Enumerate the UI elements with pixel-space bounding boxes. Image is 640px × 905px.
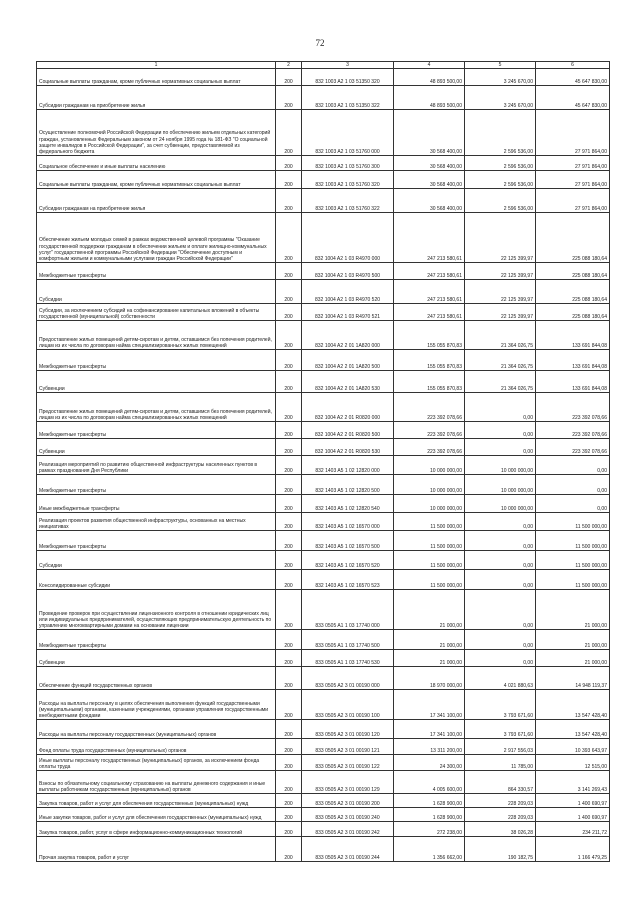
approved-amount: 155 055 870,83: [394, 350, 465, 371]
budget-execution-table: [36, 61, 610, 862]
approved-amount: 223 392 078,66: [394, 439, 465, 456]
executed-amount: 11 785,00: [465, 755, 536, 771]
table-row: [37, 371, 610, 393]
table-row: [37, 690, 610, 720]
approved-amount: 11 500 000,00: [394, 551, 465, 570]
budget-classification-code: 832 1403 A5 1 02 12820 540: [302, 495, 394, 513]
line-code: 200: [276, 393, 302, 422]
executed-amount: 22 125 399,97: [465, 263, 536, 280]
line-code: 200: [276, 422, 302, 439]
unexecuted-amount: 11 500 000,00: [536, 513, 610, 531]
unexecuted-amount: 45 647 830,00: [536, 69, 610, 86]
budget-classification-code: 832 1403 A5 1 02 16570 500: [302, 531, 394, 551]
executed-amount: 190 182,75: [465, 837, 536, 862]
row-name: Межбюджетные трансферты: [37, 350, 276, 371]
budget-classification-code: 832 1003 A2 1 03 51760 322: [302, 189, 394, 213]
budget-classification-code: 832 1004 A2 2 01 R0820 530: [302, 439, 394, 456]
table-row: [37, 667, 610, 690]
executed-amount: 3 793 671,60: [465, 690, 536, 720]
unexecuted-amount: 27 971 864,00: [536, 156, 610, 171]
approved-amount: 247 213 580,61: [394, 213, 465, 263]
budget-classification-code: 832 1004 A2 2 01 R0820 000: [302, 393, 394, 422]
unexecuted-amount: 10 393 643,97: [536, 739, 610, 755]
row-name: Консолидированные субсидии: [37, 570, 276, 590]
row-name: Субсидии: [37, 551, 276, 570]
row-name: Межбюджетные трансферты: [37, 263, 276, 280]
table-row: [37, 422, 610, 439]
approved-amount: 10 000 000,00: [394, 475, 465, 495]
approved-amount: 21 000,00: [394, 650, 465, 667]
approved-amount: 17 341 100,00: [394, 720, 465, 739]
budget-classification-code: 832 1004 A2 1 03 R4970 000: [302, 213, 394, 263]
unexecuted-amount: 0,00: [536, 475, 610, 495]
table-row: [37, 280, 610, 304]
executed-amount: 38 026,28: [465, 822, 536, 837]
row-name: Предоставление жилых помещений детям-сиротам и детям, оставшимся без попечения родителей, лицам из их числа по договорам найма специализированных жилых помещений: [37, 321, 276, 350]
executed-amount: 3 793 671,60: [465, 720, 536, 739]
approved-amount: 272 238,00: [394, 822, 465, 837]
approved-amount: 48 893 500,00: [394, 69, 465, 86]
line-code: 200: [276, 475, 302, 495]
unexecuted-amount: 13 547 428,40: [536, 690, 610, 720]
line-code: 200: [276, 630, 302, 650]
row-name: Реализация проектов развития общественной инфраструктуры, основанных на местных инициативах: [37, 513, 276, 531]
unexecuted-amount: 225 088 180,64: [536, 280, 610, 304]
line-code: 200: [276, 551, 302, 570]
line-code: 200: [276, 69, 302, 86]
line-code: 200: [276, 739, 302, 755]
unexecuted-amount: 21 000,00: [536, 630, 610, 650]
row-name: Взносы по обязательному социальному страхованию на выплаты денежного содержания и иные выплаты работникам государственных (муниципальных) органов: [37, 771, 276, 794]
line-code: 200: [276, 667, 302, 690]
unexecuted-amount: 14 948 119,37: [536, 667, 610, 690]
table-row: [37, 475, 610, 495]
executed-amount: 21 364 026,75: [465, 321, 536, 350]
row-name: Расходы на выплаты персоналу государственных (муниципальных) органов: [37, 720, 276, 739]
table-row: [37, 822, 610, 837]
row-name: Социальные выплаты гражданам, кроме публичных нормативных социальных выплат: [37, 69, 276, 86]
executed-amount: 2 596 536,00: [465, 189, 536, 213]
executed-amount: 0,00: [465, 513, 536, 531]
table-row: [37, 739, 610, 755]
executed-amount: 0,00: [465, 650, 536, 667]
approved-amount: 30 568 400,00: [394, 110, 465, 156]
budget-classification-code: 832 1403 A5 1 02 16570 520: [302, 551, 394, 570]
executed-amount: 0,00: [465, 422, 536, 439]
unexecuted-amount: 133 691 844,08: [536, 371, 610, 393]
budget-classification-code: 833 0505 A2 3 01 00190 240: [302, 808, 394, 822]
unexecuted-amount: 27 971 864,00: [536, 189, 610, 213]
unexecuted-amount: 11 500 000,00: [536, 531, 610, 551]
unexecuted-amount: 223 392 078,66: [536, 439, 610, 456]
executed-amount: 2 917 556,03: [465, 739, 536, 755]
line-code: 200: [276, 456, 302, 475]
unexecuted-amount: 13 547 428,40: [536, 720, 610, 739]
row-name: Фонд оплаты труда государственных (муниципальных) органов: [37, 739, 276, 755]
unexecuted-amount: 1 400 690,97: [536, 808, 610, 822]
table-row: [37, 570, 610, 590]
line-code: 200: [276, 110, 302, 156]
approved-amount: 155 055 870,83: [394, 371, 465, 393]
budget-classification-code: 832 1403 A5 1 02 16570 523: [302, 570, 394, 590]
unexecuted-amount: 27 971 864,00: [536, 171, 610, 189]
line-code: 200: [276, 371, 302, 393]
column-header: 6: [536, 62, 610, 69]
unexecuted-amount: 21 000,00: [536, 650, 610, 667]
budget-classification-code: 833 0505 A2 3 01 00190 120: [302, 720, 394, 739]
approved-amount: 24 300,00: [394, 755, 465, 771]
table-row: [37, 531, 610, 551]
budget-classification-code: 832 1003 A2 1 03 51350 322: [302, 86, 394, 110]
table-row: [37, 720, 610, 739]
approved-amount: 1 628 900,00: [394, 808, 465, 822]
line-code: 200: [276, 439, 302, 456]
row-name: Межбюджетные трансферты: [37, 630, 276, 650]
approved-amount: 247 213 580,61: [394, 263, 465, 280]
budget-classification-code: 833 0505 A1 1 03 17740 530: [302, 650, 394, 667]
approved-amount: 21 000,00: [394, 590, 465, 630]
executed-amount: 4 021 880,63: [465, 667, 536, 690]
approved-amount: 155 055 870,83: [394, 321, 465, 350]
executed-amount: 10 000 000,00: [465, 475, 536, 495]
row-name: Закупка товаров, работ, услуг в сфере информационно-коммуникационных технологий: [37, 822, 276, 837]
line-code: 200: [276, 808, 302, 822]
table-row: [37, 263, 610, 280]
executed-amount: 0,00: [465, 590, 536, 630]
column-header: 4: [394, 62, 465, 69]
unexecuted-amount: 3 141 269,43: [536, 771, 610, 794]
budget-classification-code: 833 0505 A2 3 01 00190 242: [302, 822, 394, 837]
row-name: Субвенции: [37, 650, 276, 667]
executed-amount: 0,00: [465, 570, 536, 590]
executed-amount: 864 330,57: [465, 771, 536, 794]
executed-amount: 21 364 026,75: [465, 371, 536, 393]
budget-classification-code: 833 0505 A2 3 01 00190 121: [302, 739, 394, 755]
unexecuted-amount: 133 691 844,08: [536, 350, 610, 371]
row-name: Прочая закупка товаров, работ и услуг: [37, 837, 276, 862]
executed-amount: 0,00: [465, 630, 536, 650]
table-row: [37, 439, 610, 456]
unexecuted-amount: 45 647 830,00: [536, 86, 610, 110]
table-row: [37, 86, 610, 110]
budget-classification-code: 832 1403 A5 1 02 12820 500: [302, 475, 394, 495]
row-name: Межбюджетные трансферты: [37, 422, 276, 439]
column-header: 1: [37, 62, 276, 69]
budget-classification-code: 832 1003 A2 1 03 51760 320: [302, 171, 394, 189]
approved-amount: 11 500 000,00: [394, 531, 465, 551]
executed-amount: 228 209,03: [465, 808, 536, 822]
budget-classification-code: 832 1403 A5 1 02 12820 000: [302, 456, 394, 475]
approved-amount: 30 568 400,00: [394, 171, 465, 189]
line-code: 200: [276, 86, 302, 110]
budget-classification-code: 833 0505 A2 3 01 00190 129: [302, 771, 394, 794]
approved-amount: 247 213 580,61: [394, 280, 465, 304]
executed-amount: 0,00: [465, 551, 536, 570]
approved-amount: 1 628 900,00: [394, 794, 465, 808]
row-name: Иные закупки товаров, работ и услуг для обеспечения государственных (муниципальных) нужд: [37, 808, 276, 822]
budget-classification-code: 832 1003 A2 1 03 51760 300: [302, 156, 394, 171]
executed-amount: 22 125 399,97: [465, 213, 536, 263]
table-row: [37, 650, 610, 667]
unexecuted-amount: 12 515,00: [536, 755, 610, 771]
line-code: 200: [276, 263, 302, 280]
budget-classification-code: 833 0505 A2 3 01 00190 122: [302, 755, 394, 771]
line-code: 200: [276, 213, 302, 263]
table-row: [37, 69, 610, 86]
budget-classification-code: 832 1403 A5 1 02 16570 000: [302, 513, 394, 531]
row-name: Субвенции: [37, 371, 276, 393]
approved-amount: 10 000 000,00: [394, 495, 465, 513]
approved-amount: 17 341 100,00: [394, 690, 465, 720]
row-name: Субсидии гражданам на приобретение жилья: [37, 189, 276, 213]
unexecuted-amount: 27 971 864,00: [536, 110, 610, 156]
executed-amount: 10 000 000,00: [465, 456, 536, 475]
row-name: Субвенции: [37, 439, 276, 456]
line-code: 200: [276, 822, 302, 837]
budget-classification-code: 832 1003 A2 1 03 51350 320: [302, 69, 394, 86]
row-name: Обеспечение жильем молодых семей в рамках ведомственной целевой программы "Оказание государственной поддержки гражданам в обеспечении жильем и оплате жилищно-коммунальных услуг" государственной программы Российской Федерации "Обеспечение доступным и комфортным жильем и коммунальными услугами граждан Российской Федерации": [37, 213, 276, 263]
executed-amount: 3 245 670,00: [465, 86, 536, 110]
line-code: 200: [276, 690, 302, 720]
line-code: 200: [276, 720, 302, 739]
table-row: [37, 513, 610, 531]
unexecuted-amount: 225 088 180,64: [536, 213, 610, 263]
approved-amount: 18 970 000,00: [394, 667, 465, 690]
table-row: [37, 755, 610, 771]
row-name: Иные выплаты персоналу государственных (муниципальных) органов, за исключением фонда оплаты труда: [37, 755, 276, 771]
approved-amount: 10 000 000,00: [394, 456, 465, 475]
executed-amount: 228 209,03: [465, 794, 536, 808]
unexecuted-amount: 1 400 690,97: [536, 794, 610, 808]
table-row: [37, 495, 610, 513]
line-code: 200: [276, 590, 302, 630]
executed-amount: 0,00: [465, 439, 536, 456]
approved-amount: 11 500 000,00: [394, 513, 465, 531]
table-row: [37, 304, 610, 321]
budget-classification-code: 833 0505 A2 3 01 00190 244: [302, 837, 394, 862]
line-code: 200: [276, 771, 302, 794]
executed-amount: 21 364 026,75: [465, 350, 536, 371]
row-name: Расходы на выплаты персоналу в целях обеспечения выполнения функций государственными (муниципальными) органами, казенными учреждениями, органами управления государственными внебюджетными фондами: [37, 690, 276, 720]
table-row: [37, 808, 610, 822]
row-name: Межбюджетные трансферты: [37, 475, 276, 495]
line-code: 200: [276, 794, 302, 808]
column-header: 3: [302, 62, 394, 69]
executed-amount: 22 125 399,97: [465, 304, 536, 321]
unexecuted-amount: 1 166 479,25: [536, 837, 610, 862]
table-row: [37, 171, 610, 189]
table-row: [37, 551, 610, 570]
column-header: 5: [465, 62, 536, 69]
table-row: [37, 213, 610, 263]
table-row: [37, 110, 610, 156]
executed-amount: 10 000 000,00: [465, 495, 536, 513]
approved-amount: 21 000,00: [394, 630, 465, 650]
approved-amount: 30 568 400,00: [394, 189, 465, 213]
row-name: Реализация мероприятий по развитию общественной инфраструктуры населенных пунктов в рамках празднования Дня Республики: [37, 456, 276, 475]
row-name: Социальные выплаты гражданам, кроме публичных нормативных социальных выплат: [37, 171, 276, 189]
row-name: Осуществление полномочий Российской Федерации по обеспечению жильем отдельных категорий граждан, установленных Федеральным законом от 24 ноября 1995 года № 181-ФЗ "О социальной защите инвалидов в Российской Федерации", за счет субвенции, предоставляемой из федерального бюджета: [37, 110, 276, 156]
executed-amount: 22 125 399,97: [465, 280, 536, 304]
table-row: [37, 350, 610, 371]
budget-classification-code: 832 1004 A2 2 01 1A820 500: [302, 350, 394, 371]
row-name: Субсидии гражданам на приобретение жилья: [37, 86, 276, 110]
unexecuted-amount: 225 088 180,64: [536, 263, 610, 280]
unexecuted-amount: 0,00: [536, 495, 610, 513]
row-name: Проведение проверок при осуществлении лицензионного контроля в отношении юридических лиц или индивидуальных предпринимателей, осуществляющих предпринимательскую деятельность по управлению многоквартирными домами на основании лицензии: [37, 590, 276, 630]
budget-classification-code: 832 1004 A2 1 03 R4970 500: [302, 263, 394, 280]
row-name: Закупка товаров, работ и услуг для обеспечения государственных (муниципальных) нужд: [37, 794, 276, 808]
executed-amount: 2 596 536,00: [465, 110, 536, 156]
budget-classification-code: 832 1004 A2 1 03 R4970 521: [302, 304, 394, 321]
executed-amount: 2 596 536,00: [465, 171, 536, 189]
table-row: [37, 630, 610, 650]
table-row: [37, 771, 610, 794]
unexecuted-amount: 0,00: [536, 456, 610, 475]
table-row: [37, 393, 610, 422]
row-name: Предоставление жилых помещений детям-сиротам и детям, оставшимся без попечения родителей, лицам из их числа по договорам найма специализированных жилых помещений: [37, 393, 276, 422]
approved-amount: 48 893 500,00: [394, 86, 465, 110]
table-row: [37, 156, 610, 171]
line-code: 200: [276, 837, 302, 862]
approved-amount: 247 213 580,61: [394, 304, 465, 321]
approved-amount: 223 392 078,66: [394, 393, 465, 422]
approved-amount: 13 311 200,00: [394, 739, 465, 755]
unexecuted-amount: 11 500 000,00: [536, 570, 610, 590]
line-code: 200: [276, 513, 302, 531]
unexecuted-amount: 225 088 180,64: [536, 304, 610, 321]
approved-amount: 223 392 078,66: [394, 422, 465, 439]
line-code: 200: [276, 650, 302, 667]
unexecuted-amount: 133 691 844,08: [536, 321, 610, 350]
unexecuted-amount: 223 392 078,66: [536, 422, 610, 439]
line-code: 200: [276, 171, 302, 189]
executed-amount: 3 245 670,00: [465, 69, 536, 86]
budget-classification-code: 833 0505 A1 1 03 17740 500: [302, 630, 394, 650]
column-number-row: [37, 62, 610, 69]
row-name: Субсидии: [37, 280, 276, 304]
budget-classification-code: 832 1004 A2 2 01 1A820 530: [302, 371, 394, 393]
line-code: 200: [276, 755, 302, 771]
table-row: [37, 837, 610, 862]
line-code: 200: [276, 531, 302, 551]
row-name: Обеспечение функций государственных органов: [37, 667, 276, 690]
column-header: 2: [276, 62, 302, 69]
approved-amount: 30 568 400,00: [394, 156, 465, 171]
table-row: [37, 590, 610, 630]
line-code: 200: [276, 304, 302, 321]
line-code: 200: [276, 156, 302, 171]
budget-classification-code: 832 1004 A2 1 03 R4970 520: [302, 280, 394, 304]
line-code: 200: [276, 280, 302, 304]
row-name: Межбюджетные трансферты: [37, 531, 276, 551]
unexecuted-amount: 223 392 078,66: [536, 393, 610, 422]
executed-amount: 0,00: [465, 531, 536, 551]
line-code: 200: [276, 189, 302, 213]
row-name: Субсидии, за исключением субсидий на софинансирование капитальных вложений в объекты государственной (муниципальной) собственности: [37, 304, 276, 321]
table-row: [37, 456, 610, 475]
page-number: 72: [315, 38, 325, 48]
line-code: 200: [276, 570, 302, 590]
approved-amount: 4 005 600,00: [394, 771, 465, 794]
row-name: Социальное обеспечение и иные выплаты населению: [37, 156, 276, 171]
line-code: 200: [276, 321, 302, 350]
unexecuted-amount: 234 211,72: [536, 822, 610, 837]
unexecuted-amount: 21 000,00: [536, 590, 610, 630]
budget-classification-code: 833 0505 A2 3 01 00190 200: [302, 794, 394, 808]
approved-amount: 1 356 662,00: [394, 837, 465, 862]
table-row: [37, 794, 610, 808]
row-name: Иные межбюджетные трансферты: [37, 495, 276, 513]
budget-classification-code: 833 0505 A2 3 01 00190 100: [302, 690, 394, 720]
table-row: [37, 321, 610, 350]
line-code: 200: [276, 495, 302, 513]
budget-classification-code: 832 1004 A2 2 01 R0820 500: [302, 422, 394, 439]
budget-classification-code: 833 0505 A2 3 01 00190 000: [302, 667, 394, 690]
line-code: 200: [276, 350, 302, 371]
executed-amount: 2 596 536,00: [465, 156, 536, 171]
table-row: [37, 189, 610, 213]
budget-classification-code: 832 1004 A2 2 01 1A820 000: [302, 321, 394, 350]
executed-amount: 0,00: [465, 393, 536, 422]
budget-classification-code: 833 0505 A1 1 03 17740 000: [302, 590, 394, 630]
unexecuted-amount: 11 500 000,00: [536, 551, 610, 570]
table-body: [37, 69, 610, 862]
approved-amount: 11 500 000,00: [394, 570, 465, 590]
budget-classification-code: 832 1003 A2 1 03 51760 000: [302, 110, 394, 156]
